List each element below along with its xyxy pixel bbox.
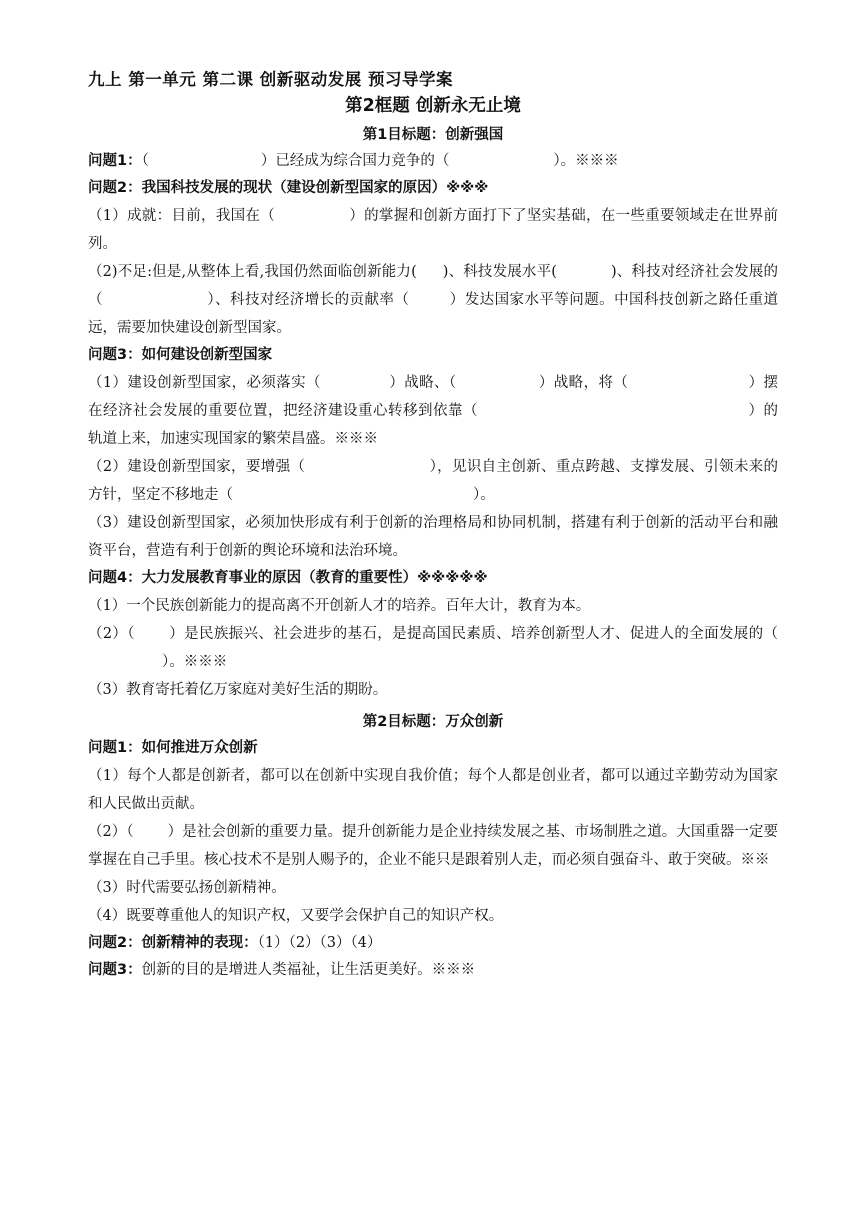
s2-q1-para-3: （3）时代需要弘扬创新精神。	[88, 880, 286, 896]
s1-q3-para-1	[88, 369, 778, 453]
s2-q2-text: （1）（2）（3）（4）	[257, 935, 382, 951]
s1-q1-text-c: ）。※※※	[553, 153, 619, 169]
s1-q1-text-b: ）已经成为综合国力竞争的（	[260, 153, 450, 169]
s1-q1-text-a: （	[141, 153, 149, 169]
s1-question-1	[88, 148, 778, 175]
s1-q3-p1-text-d: ）摆在经济社会发展的重要位置，把经济建设重心转移到依靠（	[88, 375, 779, 419]
s2-q1-para-1: （1）每个人都是创新者，都可以在创新中实现自我价值；每个人都是创业者，都可以通过辛勤劳动为国家和人民做出贡献。	[88, 768, 778, 812]
s1-q3-title: 问题3：如何建设创新型国家	[88, 347, 273, 363]
s1-q2-para-2	[88, 258, 778, 342]
s1-q4-p2-text-a: （2）（	[88, 626, 135, 642]
s2-q1-p2-text-a: （2）（	[88, 824, 134, 840]
s1-q3-para-2	[88, 453, 778, 509]
s1-q2-p1-text-a: （1）成就：目前，我国在（	[88, 208, 276, 224]
s2-q3-text: 创新的目的是增进人类福祉，让生活更美好。※※※	[141, 962, 476, 978]
s2-q1-p2-text-b: ）是社会创新的重要力量。提升创新能力是企业持续发展之基、市场制胜之道。大国重器一定要掌握在自己手里。核心技术不是别人赐予的，企业不能只是跟着别人走，而必须自强奋斗、敢于突破。※※	[88, 824, 778, 868]
lesson-subtitle: 第2框题 创新永无止境	[345, 96, 521, 116]
s2-q3-label: 问题3：	[88, 962, 142, 978]
document-title: 九上 第一单元 第二课 创新驱动发展 预习导学案	[88, 70, 453, 89]
s1-q2-p2-text-e: ）发达国家水平等问题。中国科技创新之路任重道远，需要加快建设创新型国家。	[88, 292, 779, 336]
s1-q2-p2-text-d: ）、科技对经济增长的贡献率（	[206, 292, 410, 308]
s2-q2-label: 问题2：创新精神的表现：	[88, 935, 258, 951]
s1-q2-p2-text-c: )、科技对经济社会发展的（	[88, 264, 778, 308]
s1-q3-p2-text-b: ），见识自主创新、重点跨越、支撑发展、引领未来的方针，坚定不移地走（	[88, 459, 778, 503]
section-title-1: 第1目标题：创新强国	[362, 127, 504, 143]
s1-q3-p1-text-e: ）的轨道上来，加速实现国家的繁荣昌盛。※※※	[88, 403, 778, 447]
s1-q4-para-3: （3）教育寄托着亿万家庭对美好生活的期盼。	[88, 682, 388, 698]
s1-q3-p2-text-c: ）。	[473, 487, 495, 503]
s1-q4-title: 问题4：大力发展教育事业的原因（教育的重要性）※※※※※	[88, 570, 488, 586]
s1-q3-p1-text-a: （1）建设创新型国家，必须落实（	[88, 375, 321, 391]
s2-question-2	[88, 930, 778, 957]
s1-q4-p2-text-b: ）是民族振兴、社会进步的基石，是提高国民素质、培养创新型人才、促进人的全面发展的（	[168, 626, 778, 642]
s1-q4-p2-text-c: ）。※※※	[162, 654, 228, 670]
s1-q1-label: 问题1：	[88, 153, 142, 169]
s1-q2-para-1	[88, 202, 778, 258]
s1-q2-title: 问题2：我国科技发展的现状（建设创新型国家的原因）※※※	[88, 180, 489, 196]
s1-q2-p2-text-a: （2)不足:但是,从整体上看,我国仍然面临创新能力(	[88, 264, 417, 280]
s2-q1-title: 问题1：如何推进万众创新	[88, 740, 258, 756]
s1-q3-p2-text-a: （2）建设创新型国家，要增强（	[88, 459, 306, 475]
s2-q1-para-2	[88, 818, 778, 874]
s2-question-3	[88, 957, 778, 984]
s1-q4-para-1: （1）一个民族创新能力的提高离不开创新人才的培养。百年大计，教育为本。	[88, 598, 591, 614]
s1-q4-para-2	[88, 620, 778, 676]
s1-q3-p1-text-b: ）战略、（	[388, 375, 457, 391]
s1-q2-p2-text-b: )、科技发展水平(	[442, 264, 557, 280]
s1-q2-p1-text-b: ）的掌握和创新方面打下了坚实基础，在一些重要领域走在世界前列。	[88, 208, 778, 252]
s2-q1-para-4: （4）既要尊重他人的知识产权，又要学会保护自己的知识产权。	[88, 908, 504, 924]
s1-q3-para-3: （3）建设创新型国家，必须加快形成有利于创新的治理格局和协同机制，搭建有利于创新的活动平台和融资平台，营造有利于创新的舆论环境和法治环境。	[88, 515, 778, 559]
s1-q3-p1-text-c: ）战略，将（	[538, 375, 629, 391]
section-title-2: 第2目标题：万众创新	[362, 714, 504, 730]
